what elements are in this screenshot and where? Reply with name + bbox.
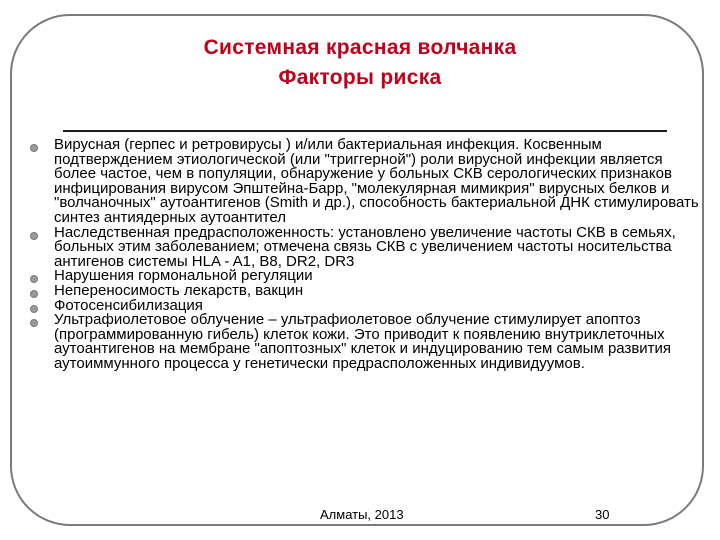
list-item — [30, 223, 700, 270]
bullet-icon — [30, 144, 38, 152]
list-item-text: Фотосенсибилизация — [54, 296, 203, 314]
page-number: 30 — [595, 507, 610, 522]
bullet-icon — [30, 232, 38, 240]
list-item-text: Ультрафиолетовое облучение – ультрафиолетовое облучение стимулирует апоптоз (программированную гибель) клеток кожи. Это приводит к появлению внутриклеточных аутоантигенов на мембране "апоптозных" клеток и индуцированию тем самым развития аутоиммунного процесса у генетически предрасположенных индивидуумов. — [54, 311, 672, 372]
list-item-text: Наследственная предрасположенность: установлено увеличение частоты СКВ в семьях, больных этим заболеванием; отмечена связь СКВ с увеличением частоты носительства антигенов системы HLA - A1, B8, DR2, DR3 — [54, 223, 676, 270]
footer-place: Алматы, 2013 — [320, 507, 404, 522]
slide-subtitle: Факторы риска — [278, 66, 442, 89]
list-item — [30, 138, 700, 226]
bullet-icon — [30, 305, 38, 313]
list-item — [30, 313, 700, 371]
bullet-list — [30, 138, 700, 372]
slide-title: Системная красная волчанка — [203, 36, 517, 59]
title-divider — [63, 130, 667, 132]
list-item-text: Нарушения гормональной регуляции — [54, 267, 313, 285]
list-item-text: Вирусная (герпес и ретровирусы ) и/или бактериальная инфекция. Косвенным подтверждением этиологической (или "триггерной") роли вирусной инфекции является более частое, чем в популяции, обнаружение у больных СКВ серологических признаков инфицирования вирусом Эпштейна-Барр, "молекулярная мимикрия" вирусных белков и "волчаночных" аутоантигенов (Smith и др.), способность бактериальной ДНК стимулировать синтез антиядерных аутоантител — [54, 136, 699, 226]
bullet-icon — [30, 290, 38, 298]
bullet-icon — [30, 319, 38, 327]
bullet-icon — [30, 275, 38, 283]
list-item-text: Непереносимость лекарств, вакцин — [54, 281, 304, 299]
